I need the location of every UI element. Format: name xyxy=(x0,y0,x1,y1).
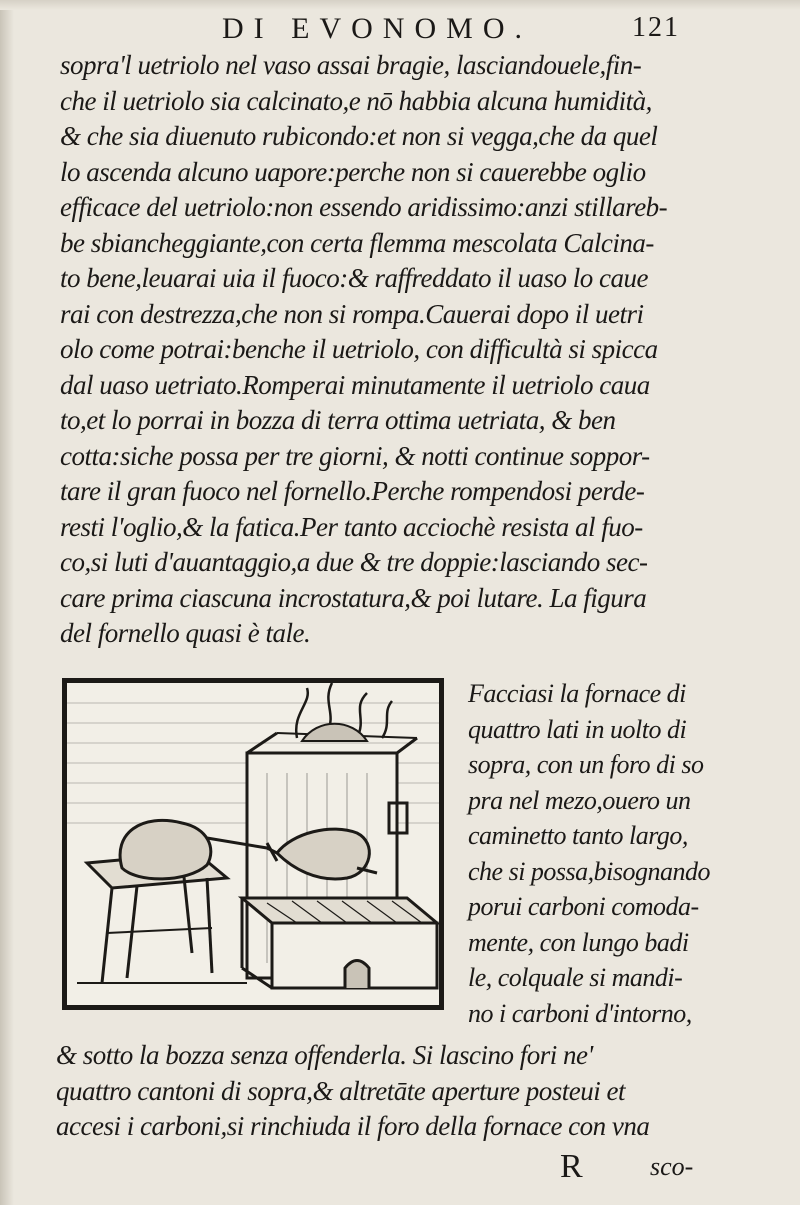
text-line: care prima ciascuna incrostatura,& poi lutare. La figura xyxy=(60,582,647,613)
text-line: rai con destrezza,che non si rompa.Cauerai dopo il uetri xyxy=(60,298,644,329)
text-line: del fornello quasi è tale. xyxy=(60,618,311,648)
signature-mark: R xyxy=(560,1148,583,1185)
text-line: quattro cantoni di sopra,& altretāte aperture posteui et xyxy=(56,1075,625,1106)
bottom-text xyxy=(56,1038,786,1145)
text-line: & che sia diuenuto rubicondo:et non si vegga,che da quel xyxy=(60,121,658,151)
text-line: sopra, con un foro di so xyxy=(468,750,704,779)
running-head xyxy=(0,8,800,48)
text-line: caminetto tanto largo, xyxy=(468,821,688,850)
text-line: tare il gran fuoco nel fornello.Perche rompendosi perde- xyxy=(60,476,645,506)
text-line: to,et lo porrai in bozza di terra ottima uetriata, & ben xyxy=(60,405,616,435)
running-title: DI EVONOMO. xyxy=(222,12,532,45)
text-line: mente, con lungo badi xyxy=(468,927,689,957)
page-edge-shadow xyxy=(0,0,14,1205)
text-line: sopra'l uetriolo nel vaso assai bragie, lasciandouele,fin- xyxy=(60,50,642,80)
text-line: co,si luti d'auantaggio,a due & tre doppie:lasciando sec- xyxy=(60,547,648,577)
text-line: resti l'oglio,& la fatica.Per tanto acciochè resista al fuo- xyxy=(60,511,643,542)
text-line: quattro lati in uolto di xyxy=(468,714,687,744)
text-line: le, colquale si mandi- xyxy=(468,963,683,992)
text-line: be sbiancheggiante,con certa flemma mescolata Calcina- xyxy=(60,227,654,258)
text-line: che il uetriolo sia calcinato,e nō habbia alcuna humidità, xyxy=(60,85,652,116)
woodcut-furnace-illustration xyxy=(62,678,444,1010)
text-line: che si possa,bisognando xyxy=(468,856,710,886)
catchword: sco- xyxy=(650,1152,694,1181)
furnace-retort-icon xyxy=(67,683,439,1005)
main-text xyxy=(60,48,780,652)
text-line: pra nel mezo,ouero un xyxy=(468,785,691,815)
text-line: dal uaso uetriato.Romperai minutamente il uetriolo caua xyxy=(60,369,650,400)
text-line: to bene,leuarai uia il fuoco:& raffreddato il uaso lo caue xyxy=(60,263,648,293)
text-line: cotta:siche possa per tre giorni, & notti continue soppor- xyxy=(60,440,650,471)
side-text xyxy=(468,676,788,1031)
text-line: porui carboni comoda- xyxy=(468,892,699,921)
text-line: Facciasi la fornace di xyxy=(468,679,686,708)
text-line: no i carboni d'intorno, xyxy=(468,998,692,1028)
page-number: 121 xyxy=(632,12,680,43)
text-line: & sotto la bozza senza offenderla. Si lascino fori ne' xyxy=(56,1040,593,1070)
text-line: accesi i carboni,si rinchiuda il foro della fornace con vna xyxy=(56,1111,650,1141)
text-line: olo come potrai:benche il uetriolo, con difficultà si spicca xyxy=(60,334,658,364)
text-line: efficace del uetriolo:non essendo aridissimo:anzi stillareb- xyxy=(60,192,668,222)
text-line: lo ascenda alcuno uapore:perche non si cauerebbe oglio xyxy=(60,156,646,187)
